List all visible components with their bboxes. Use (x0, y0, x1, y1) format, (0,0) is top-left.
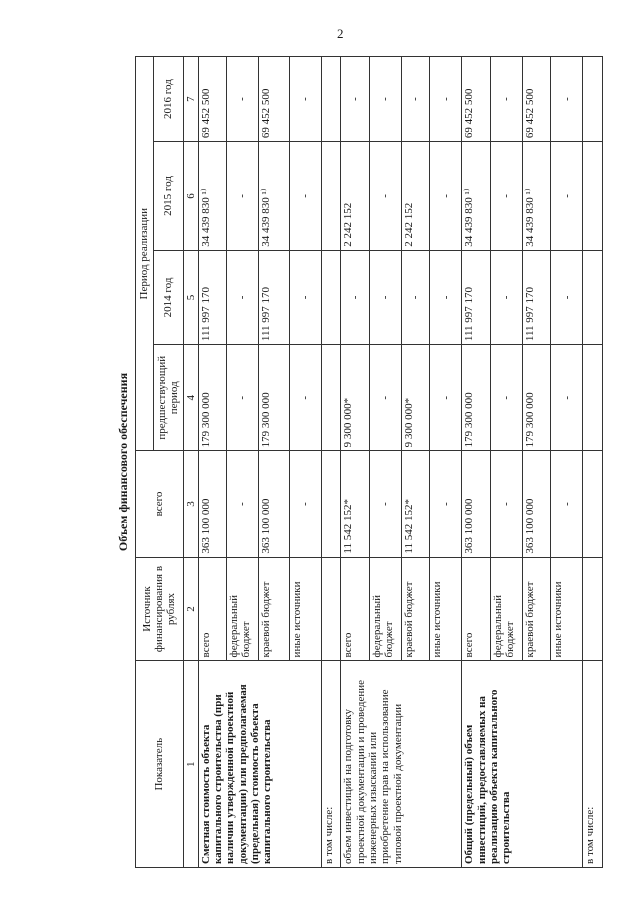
value-cell: - (490, 57, 522, 142)
value-cell: - (226, 250, 258, 344)
rotated-table-container (113, 56, 621, 868)
empty-cell (583, 57, 603, 142)
empty-cell (583, 451, 603, 557)
header-year-2016: 2016 год (153, 57, 183, 142)
value-cell: - (551, 250, 583, 344)
value-cell: 69 452 500 (198, 57, 226, 142)
value-cell: - (289, 57, 321, 142)
value-cell: 111 997 170 (259, 250, 289, 344)
header-prior-period: предшествующий период (153, 345, 183, 451)
empty-cell (583, 142, 603, 251)
value-cell: - (490, 345, 522, 451)
column-number: 3 (183, 451, 198, 557)
source-cell: федеральный бюджет (490, 557, 522, 661)
value-cell: 34 439 830 ¹⁾ (462, 142, 490, 251)
value-cell: - (341, 57, 369, 142)
value-cell: 34 439 830 ¹⁾ (198, 142, 226, 251)
value-cell: - (490, 250, 522, 344)
table-caption: Объем финансового обеспечения (113, 57, 135, 868)
value-cell: - (430, 250, 462, 344)
source-cell: иные источники (551, 557, 583, 661)
value-cell: 9 300 000* (401, 345, 429, 451)
value-cell: 179 300 000 (522, 345, 550, 451)
value-cell: 111 997 170 (522, 250, 550, 344)
value-cell: 9 300 000* (341, 345, 369, 451)
value-cell: - (401, 250, 429, 344)
value-cell: - (289, 345, 321, 451)
source-cell: иные источники (289, 557, 321, 661)
value-cell: 11 542 152* (341, 451, 369, 557)
empty-cell (321, 345, 340, 451)
row-label-estimated-cost: Сметная стоимость объекта капитального строительства (при наличии утвержденной проектной документации) или предполагаемая (предельная) стоимость объекта капитального строительства (198, 661, 321, 868)
value-cell: - (226, 142, 258, 251)
value-cell: - (341, 250, 369, 344)
value-cell: 363 100 000 (259, 451, 289, 557)
column-number: 7 (183, 57, 198, 142)
empty-cell (321, 142, 340, 251)
value-cell: - (226, 345, 258, 451)
column-number: 4 (183, 345, 198, 451)
column-number: 5 (183, 250, 198, 344)
row-label-total-investment: Общий (предельный) объем инвестиций, предоставляемых на реализацию объекта капитального строительства (462, 661, 583, 868)
value-cell: - (490, 142, 522, 251)
value-cell: - (490, 451, 522, 557)
value-cell: 2 242 152 (401, 142, 429, 251)
source-cell: краевой бюджет (401, 557, 429, 661)
header-period: Период реализации (135, 57, 153, 451)
value-cell: 179 300 000 (259, 345, 289, 451)
source-cell: краевой бюджет (259, 557, 289, 661)
value-cell: - (289, 250, 321, 344)
value-cell: - (289, 451, 321, 557)
value-cell: - (369, 57, 401, 142)
value-cell: 363 100 000 (198, 451, 226, 557)
empty-cell (583, 250, 603, 344)
header-indicator: Показатель (135, 661, 183, 868)
value-cell: 69 452 500 (522, 57, 550, 142)
value-cell: - (226, 57, 258, 142)
value-cell: - (369, 345, 401, 451)
value-cell: - (430, 345, 462, 451)
value-cell: 363 100 000 (522, 451, 550, 557)
row-label-design-investment: объем инвестиций на подготовку проектной документации и проведение инженерных изысканий или приобретение прав на использование типовой проектной документации (341, 661, 462, 868)
header-year-2014: 2014 год (153, 250, 183, 344)
value-cell: 11 542 152* (401, 451, 429, 557)
value-cell: 111 997 170 (198, 250, 226, 344)
value-cell: - (430, 451, 462, 557)
value-cell: 69 452 500 (462, 57, 490, 142)
value-cell: 69 452 500 (259, 57, 289, 142)
value-cell: - (289, 142, 321, 251)
value-cell: 179 300 000 (462, 345, 490, 451)
empty-cell (321, 250, 340, 344)
row-label-including: в том числе: (583, 661, 603, 868)
value-cell: - (369, 142, 401, 251)
column-number: 6 (183, 142, 198, 251)
empty-cell (321, 557, 340, 661)
header-year-2015: 2015 год (153, 142, 183, 251)
empty-cell (583, 345, 603, 451)
value-cell: 363 100 000 (462, 451, 490, 557)
value-cell: 34 439 830 ¹⁾ (259, 142, 289, 251)
financing-table (113, 56, 603, 868)
value-cell: - (430, 142, 462, 251)
value-cell: - (430, 57, 462, 142)
value-cell: - (551, 345, 583, 451)
empty-cell (321, 57, 340, 142)
value-cell: - (369, 250, 401, 344)
value-cell: 179 300 000 (198, 345, 226, 451)
source-cell: всего (198, 557, 226, 661)
header-source: Источник финансирования в рублях (135, 557, 183, 661)
value-cell: - (551, 57, 583, 142)
value-cell: - (551, 451, 583, 557)
source-cell: всего (462, 557, 490, 661)
column-number: 2 (183, 557, 198, 661)
value-cell: - (226, 451, 258, 557)
column-number: 1 (183, 661, 198, 868)
header-total: всего (135, 451, 183, 557)
value-cell: - (401, 57, 429, 142)
value-cell: - (369, 451, 401, 557)
source-cell: иные источники (430, 557, 462, 661)
empty-cell (321, 451, 340, 557)
empty-cell (583, 557, 603, 661)
value-cell: 2 242 152 (341, 142, 369, 251)
value-cell: 111 997 170 (462, 250, 490, 344)
value-cell: 34 439 830 ¹⁾ (522, 142, 550, 251)
source-cell: всего (341, 557, 369, 661)
row-label-including: в том числе: (321, 661, 340, 868)
page-number: 2 (337, 26, 344, 41)
source-cell: краевой бюджет (522, 557, 550, 661)
source-cell: федеральный бюджет (369, 557, 401, 661)
source-cell: федеральный бюджет (226, 557, 258, 661)
value-cell: - (551, 142, 583, 251)
